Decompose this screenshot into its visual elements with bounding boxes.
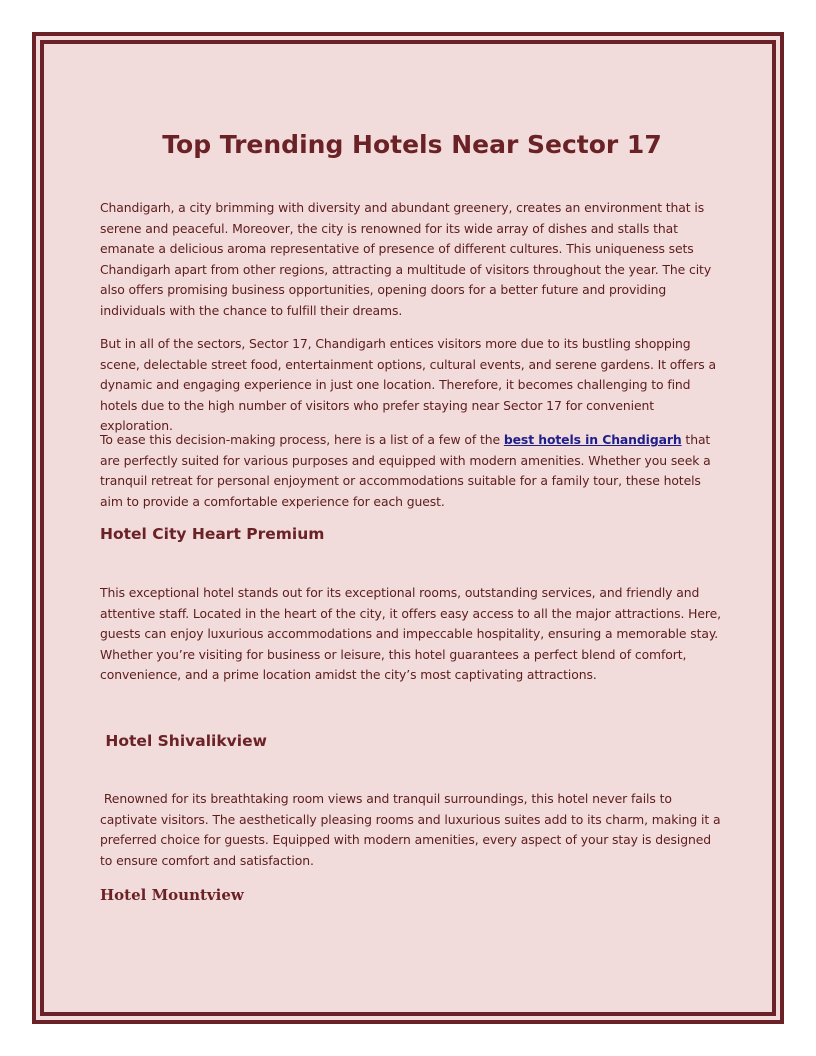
decision-text-after-link: that are perfectly suited for various purposes and equipped with modern amenities. Whether you seek a tranquil retreat for personal enjoyment or accommodations suitable for a family tour, these hotels aim to provide a comfortable experience for each guest. (100, 432, 711, 509)
hotel-heading-shivalikview: Hotel Shivalikview (100, 732, 267, 750)
hotel-heading-city-heart: Hotel City Heart Premium (100, 525, 325, 543)
decision-text-before-link: To ease this decision-making process, here is a list of a few of the (100, 432, 504, 447)
page-title: Top Trending Hotels Near Sector 17 (162, 130, 662, 159)
hotel-description-city-heart: This exceptional hotel stands out for its exceptional rooms, outstanding services, and friendly and attentive staff. Located in the heart of the city, it offers easy access to all the major attractions. Here, guests can enjoy luxurious accommodations and impeccable hospitality, ensuring a memorable stay. Whether you’re visiting for business or leisure, this hotel guarantees a perfect blend of comfort, convenience, and a prime location amidst the city’s most captivating attractions. (100, 585, 721, 682)
intro-paragraph-1: Chandigarh, a city brimming with diversity and abundant greenery, creates an environment that is serene and peaceful. Moreover, the city is renowned for its wide array of dishes and stalls that emanate a delicious aroma representative of presence of different cultures. This uniqueness sets Chandigarh apart from other regions, attracting a multitude of visitors throughout the year. The city also offers promising business opportunities, opening doors for a better future and providing individuals with the chance to fulfill their dreams. (100, 200, 712, 318)
hotel-heading-mountview: Hotel Mountview (100, 886, 244, 904)
intro-paragraph-2: But in all of the sectors, Sector 17, Chandigarh entices visitors more due to its bustling shopping scene, delectable street food, entertainment options, cultural events, and serene gardens. It offers a dynamic and engaging experience in just one location. Therefore, it becomes challenging to find hotels due to the high number of visitors who prefer staying near Sector 17 for convenient exploration. (100, 336, 716, 433)
decision-paragraph (100, 430, 724, 512)
hotel-description-shivalikview: Renowned for its breathtaking room views and tranquil surroundings, this hotel never fails to captivate visitors. The aesthetically pleasing rooms and luxurious suites add to its charm, making it a preferred choice for guests. Equipped with modern amenities, every aspect of your stay is designed to ensure comfort and satisfaction. (100, 791, 725, 868)
page-frame (32, 32, 784, 1024)
best-hotels-link[interactable]: best hotels in Chandigarh (503, 432, 682, 447)
